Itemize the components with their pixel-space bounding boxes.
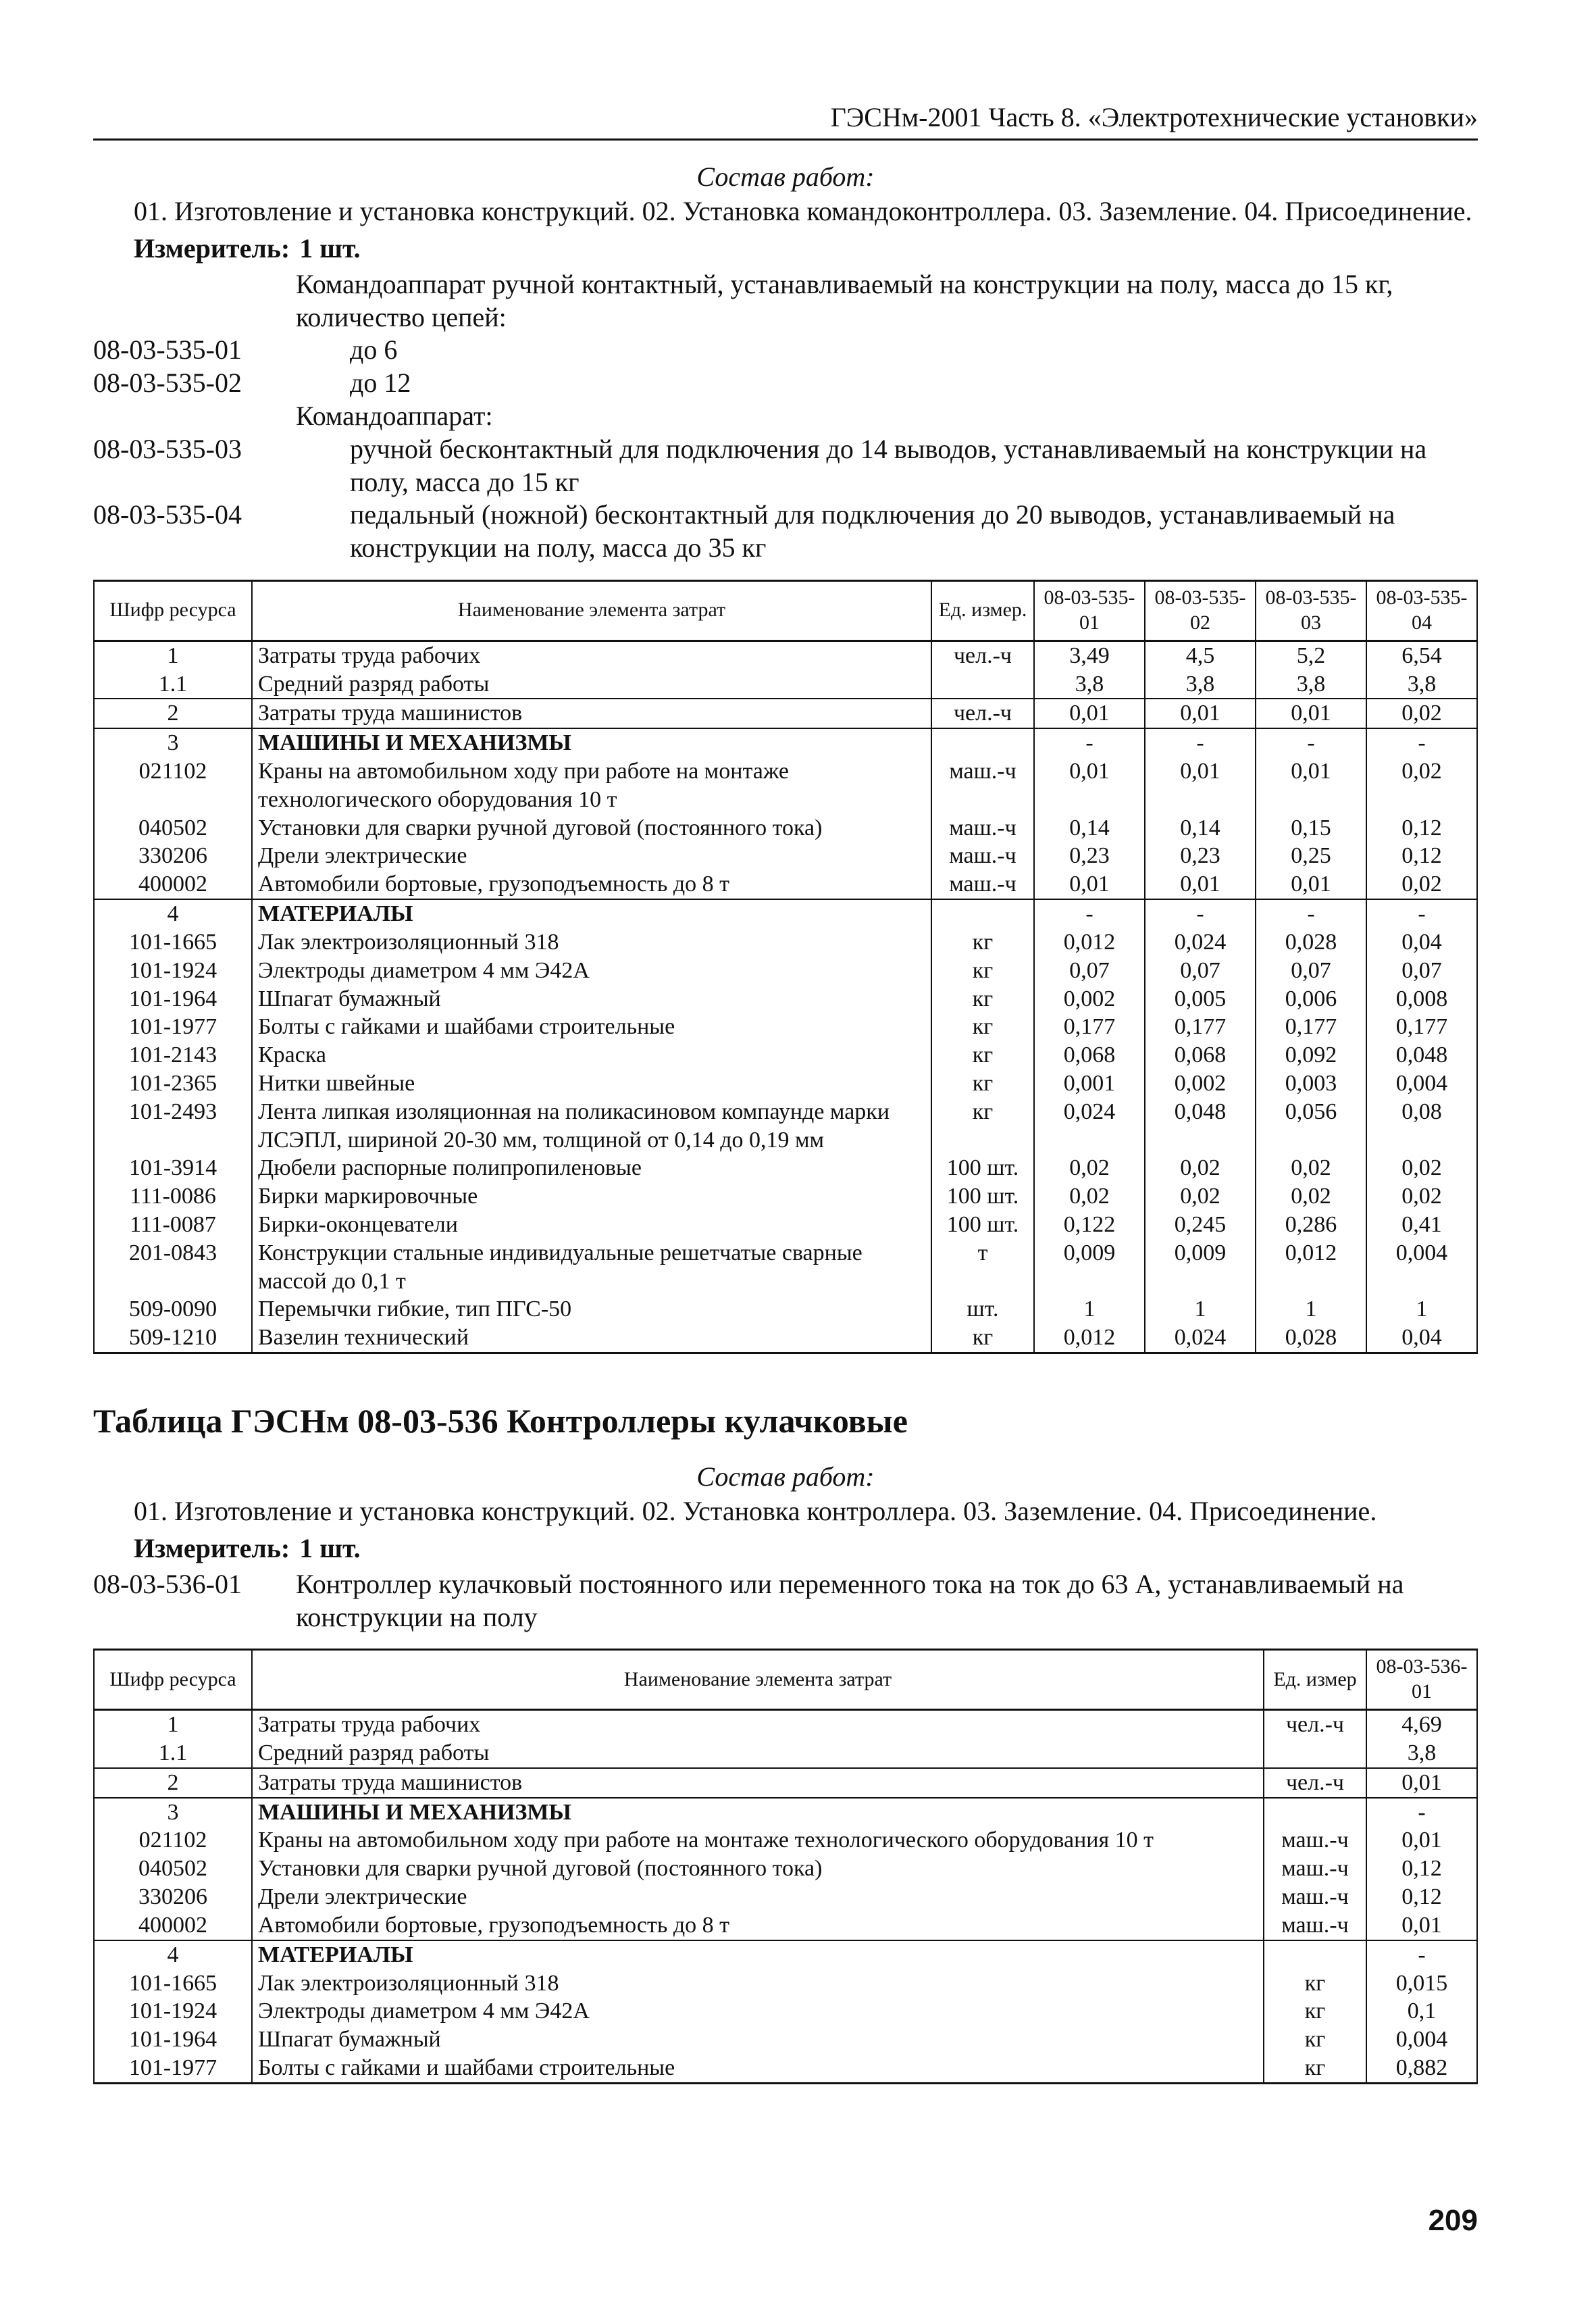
norm-value: 0,07 xyxy=(1256,957,1366,985)
norm-value: - xyxy=(1034,899,1145,928)
resource-code: 330206 xyxy=(94,842,252,870)
norm-value: 0,02 xyxy=(1145,1154,1256,1182)
table-row xyxy=(94,1798,1477,1827)
norm-value: - xyxy=(1366,1940,1477,1969)
resource-code: 040502 xyxy=(94,814,252,842)
resource-code: 101-1977 xyxy=(94,2054,252,2083)
item-code: 08-03-536-01 xyxy=(93,1568,242,1599)
norm-value: 0,07 xyxy=(1034,957,1145,985)
item-list xyxy=(93,268,1478,565)
unit: маш.-ч xyxy=(931,757,1034,814)
cost-element-name: Средний разряд работы xyxy=(252,670,931,699)
unit: кг xyxy=(931,957,1034,985)
table-row xyxy=(94,757,1477,814)
norm-value: 0,092 xyxy=(1256,1041,1366,1070)
norm-value: 6,54 xyxy=(1366,640,1477,670)
norm-value: 0,12 xyxy=(1366,1855,1477,1883)
cost-element-name: МАТЕРИАЛЫ xyxy=(252,899,931,928)
resource-code: 101-1665 xyxy=(94,928,252,957)
unit xyxy=(931,899,1034,928)
norm-value: 0,028 xyxy=(1256,1324,1366,1353)
unit xyxy=(1264,1940,1366,1969)
item-row xyxy=(93,268,1478,334)
table-row xyxy=(94,1070,1477,1098)
cost-element-name: МАТЕРИАЛЫ xyxy=(252,1940,1264,1969)
resource-code: 101-1665 xyxy=(94,1969,252,1998)
unit: маш.-ч xyxy=(931,814,1034,842)
resource-code: 101-2493 xyxy=(94,1098,252,1155)
norm-value: 0,14 xyxy=(1034,814,1145,842)
table-row xyxy=(94,1997,1477,2026)
norm-value: 0,003 xyxy=(1256,1070,1366,1098)
unit: маш.-ч xyxy=(931,870,1034,899)
norm-value: 0,006 xyxy=(1256,985,1366,1013)
norm-value: 0,12 xyxy=(1366,1883,1477,1911)
norm-value: 0,122 xyxy=(1034,1211,1145,1239)
norm-value: 1 xyxy=(1366,1295,1477,1324)
norm-value: 4,69 xyxy=(1366,1710,1477,1739)
cost-element-name: Бирки маркировочные xyxy=(252,1182,931,1211)
norm-value: 0,177 xyxy=(1256,1013,1366,1041)
norm-value: - xyxy=(1145,899,1256,928)
norm-value: 0,02 xyxy=(1366,699,1477,728)
item-text: ручной бесконтактный для подключения до 14 выводов, устанавливаемый на конструкции на полу, масса до 15 кг xyxy=(350,433,1427,497)
resource-code: 3 xyxy=(94,1798,252,1827)
table-row xyxy=(94,814,1477,842)
unit: маш.-ч xyxy=(1264,1855,1366,1883)
cost-element-name: Установки для сварки ручной дуговой (постоянного тока) xyxy=(252,814,931,842)
cost-element-name: Затраты труда рабочих xyxy=(252,1710,1264,1739)
unit xyxy=(1264,1798,1366,1827)
norm-value: 0,009 xyxy=(1145,1239,1256,1296)
cost-element-name: Вазелин технический xyxy=(252,1324,931,1353)
resource-code: 4 xyxy=(94,1940,252,1969)
meter-value: 1 шт. xyxy=(299,232,361,263)
norm-value: 3,8 xyxy=(1366,1739,1477,1768)
item-536-01 xyxy=(93,1568,1478,1634)
cost-element-name: Затраты труда машинистов xyxy=(252,699,931,728)
section-title: Таблица ГЭСНм 08-03-536 Контроллеры кулачковые xyxy=(93,1402,908,1440)
item-text: Командоаппарат: xyxy=(296,400,493,431)
resource-code: 3 xyxy=(94,728,252,757)
unit: кг xyxy=(1264,1969,1366,1998)
norm-value: 0,08 xyxy=(1366,1098,1477,1155)
item-row xyxy=(93,499,1478,565)
norm-value: 0,01 xyxy=(1145,699,1256,728)
norm-value: 0,001 xyxy=(1034,1070,1145,1098)
resource-code: 400002 xyxy=(94,1911,252,1940)
item-row xyxy=(93,400,1478,433)
unit: 100 шт. xyxy=(931,1182,1034,1211)
norm-value: 0,004 xyxy=(1366,1239,1477,1296)
cost-element-name: Перемычки гибкие, тип ПГС-50 xyxy=(252,1295,931,1324)
norm-value: 0,01 xyxy=(1256,699,1366,728)
table-row xyxy=(94,728,1477,757)
cost-element-name: Дрели электрические xyxy=(252,1883,1264,1911)
norm-value: 0,02 xyxy=(1034,1154,1145,1182)
norm-value: 0,02 xyxy=(1366,757,1477,814)
norm-value: 5,2 xyxy=(1256,640,1366,670)
norm-value: 0,02 xyxy=(1256,1182,1366,1211)
resource-code: 330206 xyxy=(94,1883,252,1911)
unit: маш.-ч xyxy=(931,842,1034,870)
table-row xyxy=(94,985,1477,1013)
unit: маш.-ч xyxy=(1264,1883,1366,1911)
norm-value: 0,14 xyxy=(1145,814,1256,842)
cost-element-name: Затраты труда рабочих xyxy=(252,640,931,670)
table-row xyxy=(94,1969,1477,1998)
norm-value: 0,009 xyxy=(1034,1239,1145,1296)
unit: кг xyxy=(931,1013,1034,1041)
norm-value: 0,068 xyxy=(1034,1041,1145,1070)
resource-code: 1 xyxy=(94,1710,252,1739)
resource-code: 509-1210 xyxy=(94,1324,252,1353)
norm-table-536 xyxy=(93,1649,1478,2084)
unit: кг xyxy=(1264,1997,1366,2026)
item-text: Командоаппарат ручной контактный, устанавливаемый на конструкции на полу, масса до 15 кг, количество цепей: xyxy=(296,268,1393,332)
unit xyxy=(1264,1739,1366,1768)
unit: кг xyxy=(931,1070,1034,1098)
item-code: 08-03-535-02 xyxy=(93,368,242,399)
unit: т xyxy=(931,1239,1034,1296)
unit xyxy=(931,728,1034,757)
resource-code: 101-2365 xyxy=(94,1070,252,1098)
norm-value: 3,8 xyxy=(1256,670,1366,699)
table-row xyxy=(94,928,1477,957)
resource-code: 101-2143 xyxy=(94,1041,252,1070)
item-row xyxy=(93,433,1478,499)
resource-code: 509-0090 xyxy=(94,1295,252,1324)
unit: 100 шт. xyxy=(931,1211,1034,1239)
norm-value: 3,49 xyxy=(1034,640,1145,670)
norm-value: 0,068 xyxy=(1145,1041,1256,1070)
unit: 100 шт. xyxy=(931,1154,1034,1182)
norm-table-535 xyxy=(93,580,1478,1354)
cost-element-name: Установки для сварки ручной дуговой (постоянного тока) xyxy=(252,1855,1264,1883)
unit: чел.-ч xyxy=(1264,1710,1366,1739)
norm-value: 0,02 xyxy=(1256,1154,1366,1182)
unit: шт. xyxy=(931,1295,1034,1324)
norm-value: 0,245 xyxy=(1145,1211,1256,1239)
column-header: 08-03-536-01 xyxy=(1366,1650,1477,1710)
cost-element-name: Шпагат бумажный xyxy=(252,2026,1264,2054)
item-code: 08-03-535-03 xyxy=(93,433,242,464)
table-row xyxy=(94,1883,1477,1911)
resource-code: 101-1977 xyxy=(94,1013,252,1041)
cost-element-name: Конструкции стальные индивидуальные решетчатые сварные массой до 0,1 т xyxy=(252,1239,931,1296)
norm-value: 0,01 xyxy=(1145,870,1256,899)
table-row xyxy=(94,1211,1477,1239)
norm-value: 0,23 xyxy=(1145,842,1256,870)
table-row xyxy=(94,842,1477,870)
table-row xyxy=(94,1911,1477,1940)
item-text: Контроллер кулачковый постоянного или переменного тока на ток до 63 А, устанавливаемый на конструкции на полу xyxy=(296,1568,1404,1632)
norm-value: - xyxy=(1145,728,1256,757)
column-header: 08-03-535-04 xyxy=(1366,580,1477,640)
norm-value: 0,1 xyxy=(1366,1997,1477,2026)
table-row xyxy=(94,870,1477,899)
resource-code: 400002 xyxy=(94,870,252,899)
cost-element-name: Лента липкая изоляционная на поликасиновом компаунде марки ЛСЭПЛ, шириной 20-30 мм, толщиной от 0,14 до 0,19 мм xyxy=(252,1098,931,1155)
item-text: до 12 xyxy=(350,368,411,399)
resource-code: 1.1 xyxy=(94,1739,252,1768)
table-row xyxy=(94,1013,1477,1041)
norm-value: 0,024 xyxy=(1034,1098,1145,1155)
norm-value: 0,02 xyxy=(1034,1182,1145,1211)
document-page xyxy=(93,101,1478,2084)
meter xyxy=(134,232,1478,264)
table-row xyxy=(94,2054,1477,2083)
norm-value: 1 xyxy=(1256,1295,1366,1324)
norm-value: 0,12 xyxy=(1366,842,1477,870)
resource-code: 101-1924 xyxy=(94,957,252,985)
unit: кг xyxy=(931,985,1034,1013)
norm-value: 0,01 xyxy=(1034,757,1145,814)
norm-value: 0,25 xyxy=(1256,842,1366,870)
norm-value: - xyxy=(1366,899,1477,928)
composition-title-2: Состав работ: xyxy=(696,1461,875,1492)
norm-value: 0,177 xyxy=(1145,1013,1256,1041)
cost-element-name: МАШИНЫ И МЕХАНИЗМЫ xyxy=(252,728,931,757)
table-row xyxy=(94,1768,1477,1798)
norm-value: 0,01 xyxy=(1256,757,1366,814)
norm-value: 0,01 xyxy=(1034,870,1145,899)
unit: маш.-ч xyxy=(1264,1911,1366,1940)
norm-value: 0,012 xyxy=(1034,928,1145,957)
unit: кг xyxy=(931,1324,1034,1353)
unit: кг xyxy=(1264,2054,1366,2083)
table-row xyxy=(94,1826,1477,1855)
resource-code: 1.1 xyxy=(94,670,252,699)
norm-value: 0,004 xyxy=(1366,2026,1477,2054)
norm-value: 0,01 xyxy=(1366,1768,1477,1798)
norm-value: - xyxy=(1256,899,1366,928)
composition-text-2: 01. Изготовление и установка конструкций. 02. Установка контроллера. 03. Заземление. 04. Присоединение. xyxy=(134,1496,1377,1527)
norm-value: - xyxy=(1256,728,1366,757)
resource-code: 1 xyxy=(94,640,252,670)
table-row xyxy=(94,899,1477,928)
meter-value-2: 1 шт. xyxy=(299,1532,361,1563)
norm-value: 3,8 xyxy=(1366,670,1477,699)
running-header: ГЭСНм-2001 Часть 8. «Электротехнические установки» xyxy=(93,101,1478,141)
table-row xyxy=(94,1295,1477,1324)
norm-value: 0,177 xyxy=(1034,1013,1145,1041)
column-header: Ед. измер xyxy=(1264,1650,1366,1710)
norm-value: 0,04 xyxy=(1366,1324,1477,1353)
norm-value: 0,41 xyxy=(1366,1211,1477,1239)
cost-element-name: Электроды диаметром 4 мм Э42А xyxy=(252,957,931,985)
unit xyxy=(931,670,1034,699)
norm-value: 0,01 xyxy=(1256,870,1366,899)
resource-code: 4 xyxy=(94,899,252,928)
table-row xyxy=(94,957,1477,985)
norm-value: 0,12 xyxy=(1366,814,1477,842)
item-code: 08-03-535-04 xyxy=(93,499,242,530)
norm-value: 0,024 xyxy=(1145,928,1256,957)
norm-value: - xyxy=(1366,728,1477,757)
column-header: 08-03-535-01 xyxy=(1034,580,1145,640)
norm-value: 0,004 xyxy=(1366,1070,1477,1098)
norm-value: 0,02 xyxy=(1366,1154,1477,1182)
norm-value: 0,012 xyxy=(1256,1239,1366,1296)
norm-value: 0,04 xyxy=(1366,928,1477,957)
table-row xyxy=(94,1098,1477,1155)
norm-value: 1 xyxy=(1034,1295,1145,1324)
resource-code: 021102 xyxy=(94,1826,252,1855)
composition-title: Состав работ: xyxy=(696,161,875,192)
column-header: Шифр ресурса xyxy=(94,1650,252,1710)
column-header: 08-03-535-02 xyxy=(1145,580,1256,640)
resource-code: 111-0087 xyxy=(94,1211,252,1239)
norm-value: 0,008 xyxy=(1366,985,1477,1013)
unit: кг xyxy=(1264,2026,1366,2054)
item-code xyxy=(93,268,296,334)
cost-element-name: Автомобили бортовые, грузоподъемность до 8 т xyxy=(252,1911,1264,1940)
column-header: Наименование элемента затрат xyxy=(252,580,931,640)
meter-2 xyxy=(134,1532,1478,1564)
table-row xyxy=(94,1324,1477,1353)
norm-value: 0,177 xyxy=(1366,1013,1477,1041)
norm-value: 0,056 xyxy=(1256,1098,1366,1155)
norm-value: 0,002 xyxy=(1034,985,1145,1013)
unit: чел.-ч xyxy=(931,640,1034,670)
norm-value: 3,8 xyxy=(1145,670,1256,699)
cost-element-name: МАШИНЫ И МЕХАНИЗМЫ xyxy=(252,1798,1264,1827)
meter-label: Измеритель: xyxy=(134,232,290,263)
resource-code: 101-1924 xyxy=(94,1997,252,2026)
table-row xyxy=(94,670,1477,699)
resource-code: 101-1964 xyxy=(94,2026,252,2054)
column-header: Шифр ресурса xyxy=(94,580,252,640)
column-header: Ед. измер. xyxy=(931,580,1034,640)
resource-code: 201-0843 xyxy=(94,1239,252,1296)
column-header: Наименование элемента затрат xyxy=(252,1650,1264,1710)
cost-element-name: Лак электроизоляционный 318 xyxy=(252,928,931,957)
cost-element-name: Затраты труда машинистов xyxy=(252,1768,1264,1798)
table-row xyxy=(94,1154,1477,1182)
resource-code: 2 xyxy=(94,699,252,728)
table-row xyxy=(94,1855,1477,1883)
norm-value: 0,01 xyxy=(1366,1826,1477,1855)
table-row xyxy=(94,1710,1477,1739)
unit: маш.-ч xyxy=(1264,1826,1366,1855)
norm-value: 0,01 xyxy=(1145,757,1256,814)
cost-element-name: Электроды диаметром 4 мм Э42А xyxy=(252,1997,1264,2026)
cost-element-name: Краны на автомобильном ходу при работе на монтаже технологического оборудования 10 т xyxy=(252,757,931,814)
norm-value: - xyxy=(1366,1798,1477,1827)
cost-element-name: Болты с гайками и шайбами строительные xyxy=(252,2054,1264,2083)
cost-element-name: Лак электроизоляционный 318 xyxy=(252,1969,1264,1998)
unit: кг xyxy=(931,1041,1034,1070)
norm-value: 0,005 xyxy=(1145,985,1256,1013)
norm-value: 0,01 xyxy=(1366,1911,1477,1940)
cost-element-name: Автомобили бортовые, грузоподъемность до 8 т xyxy=(252,870,931,899)
cost-element-name: Нитки швейные xyxy=(252,1070,931,1098)
item-text: педальный (ножной) бесконтактный для подключения до 20 выводов, устанавливаемый на конструкции на полу, масса до 35 кг xyxy=(350,499,1395,563)
norm-value: 0,015 xyxy=(1366,1969,1477,1998)
norm-value: 0,23 xyxy=(1034,842,1145,870)
cost-element-name: Дрели электрические xyxy=(252,842,931,870)
resource-code: 021102 xyxy=(94,757,252,814)
table-row xyxy=(94,1239,1477,1296)
norm-value: 0,024 xyxy=(1145,1324,1256,1353)
unit: чел.-ч xyxy=(1264,1768,1366,1798)
table-row xyxy=(94,2026,1477,2054)
table-row xyxy=(94,1739,1477,1768)
cost-element-name: Средний разряд работы xyxy=(252,1739,1264,1768)
item-row xyxy=(93,334,1478,367)
cost-element-name: Краны на автомобильном ходу при работе на монтаже технологического оборудования 10 т xyxy=(252,1826,1264,1855)
item-code xyxy=(93,400,296,433)
cost-element-name: Краска xyxy=(252,1041,931,1070)
table-row xyxy=(94,699,1477,728)
resource-code: 2 xyxy=(94,1768,252,1798)
norm-value: 3,8 xyxy=(1034,670,1145,699)
norm-value: 0,07 xyxy=(1145,957,1256,985)
norm-value: 0,882 xyxy=(1366,2054,1477,2083)
norm-value: 0,048 xyxy=(1366,1041,1477,1070)
unit: кг xyxy=(931,928,1034,957)
resource-code: 101-3914 xyxy=(94,1154,252,1182)
resource-code: 101-1964 xyxy=(94,985,252,1013)
norm-value: 1 xyxy=(1145,1295,1256,1324)
cost-element-name: Дюбели распорные полипропиленовые xyxy=(252,1154,931,1182)
norm-value: - xyxy=(1034,728,1145,757)
table-row xyxy=(94,1940,1477,1969)
norm-value: 0,02 xyxy=(1366,1182,1477,1211)
norm-value: 4,5 xyxy=(1145,640,1256,670)
norm-value: 0,028 xyxy=(1256,928,1366,957)
cost-element-name: Шпагат бумажный xyxy=(252,985,931,1013)
unit: чел.-ч xyxy=(931,699,1034,728)
resource-code: 111-0086 xyxy=(94,1182,252,1211)
column-header: 08-03-535-03 xyxy=(1256,580,1366,640)
table-row xyxy=(94,640,1477,670)
item-code: 08-03-535-01 xyxy=(93,334,242,366)
cost-element-name: Болты с гайками и шайбами строительные xyxy=(252,1013,931,1041)
table-row xyxy=(94,1182,1477,1211)
meter-label-2: Измеритель: xyxy=(134,1532,290,1563)
page-number: 209 xyxy=(1428,2204,1478,2237)
norm-value: 0,012 xyxy=(1034,1324,1145,1353)
resource-code: 040502 xyxy=(94,1855,252,1883)
composition-text: 01. Изготовление и установка конструкций. 02. Установка командоконтроллера. 03. Заземление. 04. Присоединение. xyxy=(134,196,1472,226)
item-text: до 6 xyxy=(350,334,398,366)
norm-value: 0,07 xyxy=(1366,957,1477,985)
norm-value: 0,048 xyxy=(1145,1098,1256,1155)
norm-value: 0,002 xyxy=(1145,1070,1256,1098)
unit: кг xyxy=(931,1098,1034,1155)
table-row xyxy=(94,1041,1477,1070)
norm-value: 0,286 xyxy=(1256,1211,1366,1239)
item-row xyxy=(93,367,1478,400)
norm-value: 0,15 xyxy=(1256,814,1366,842)
norm-value: 0,02 xyxy=(1145,1182,1256,1211)
norm-value: 0,02 xyxy=(1366,870,1477,899)
cost-element-name: Бирки-оконцеватели xyxy=(252,1211,931,1239)
norm-value: 0,01 xyxy=(1034,699,1145,728)
